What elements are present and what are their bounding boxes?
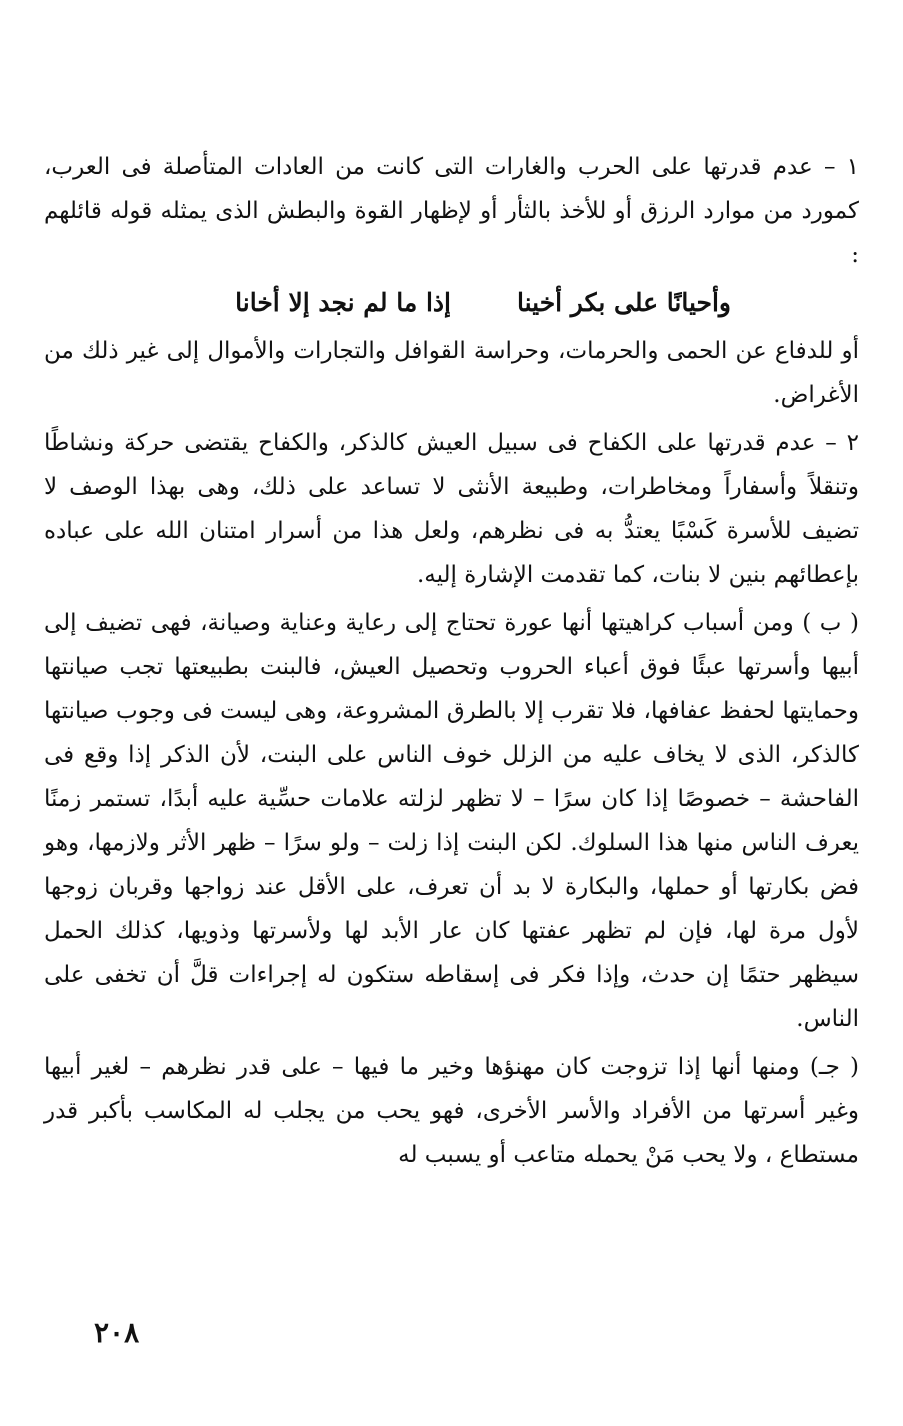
page-number: ٢٠٨ xyxy=(94,1316,140,1349)
verse-hemistich-2: إذا ما لم نجد إلا أخانا xyxy=(235,288,451,317)
paragraph-1: ١ – عدم قدرتها على الحرب والغارات التى كانت من العادات المتأصلة فى العرب، كمورد من موارد الرزق أو للأخذ بالثأر أو لإظهار القوة والبطش الذى يمثله قوله قائلهم : xyxy=(44,154,859,268)
paragraph-4: ( ب ) ومن أسباب كراهيتها أنها عورة تحتاج إلى رعاية وعناية وصيانة، فهى تضيف إلى أبيها وأسرتها عبئًا فوق أعباء الحروب وتحصيل العيش، فالبنت بطبيعتها تجب صيانتها وحمايتها لحفظ عفافها، فلا تقرب إلا بالطرق المشروعة، وهى ليست فى وجوب صيانتها كالذكر، الذى لا يخاف عليه من الزلل خوف الناس على البنت، لأن الذكر إذا وقع فى الفاحشة – خصوصًا إذا كان سرًا – لا تظهر لزلته علامات حسِّية عليه أبدًا، تستمر زمنًا يعرف الناس منها هذا السلوك. لكن البنت إذا زلت – ولو سرًا – ظهر الأثر ولازمها، وهو فض بكارتها أو حملها، والبكارة لا بد أن تعرف، على الأقل عند زواجها وقربان زوجها لأول مرة لها، فإن لم تظهر عفتها كان عار الأبد لها ولأسرتها وذويها، كذلك الحمل سيظهر حتمًا إن حدث، وإذا فكر فى إسقاطه ستكون له إجراءات قلَّ أن تخفى على الناس. xyxy=(44,610,859,1032)
poetry-verse xyxy=(44,277,859,329)
main-text xyxy=(44,145,859,1177)
paragraph-3: ٢ – عدم قدرتها على الكفاح فى سبيل العيش كالذكر، والكفاح يقتضى حركة ونشاطًا وتنقلاً وأسفاراً ومخاطرات، وطبيعة الأنثى لا تساعد على ذلك، وهى بهذا الوصف لا تضيف للأسرة كَسْبًا يعتدُّ به فى نظرهم، ولعل هذا من أسرار امتنان الله على عباده بإعطائهم بنين لا بنات، كما تقدمت الإشارة إليه. xyxy=(44,430,860,588)
paragraph-5: ( جـ) ومنها أنها إذا تزوجت كان مهنؤها وخير ما فيها – على قدر نظرهم – لغير أبيها وغير أسرتها من الأفراد والأسر الأخرى، فهو يحب من يجلب له المكاسب بأكبر قدر مستطاع ، ولا يحب مَنْ يحمله متاعب أو يسبب له xyxy=(44,1054,859,1168)
verse-hemistich-1: وأحيانًا على بكر أخينا xyxy=(516,288,731,317)
paragraph-2: أو للدفاع عن الحمى والحرمات، وحراسة القوافل والتجارات والأموال إلى غير ذلك من الأغراض. xyxy=(44,338,859,408)
